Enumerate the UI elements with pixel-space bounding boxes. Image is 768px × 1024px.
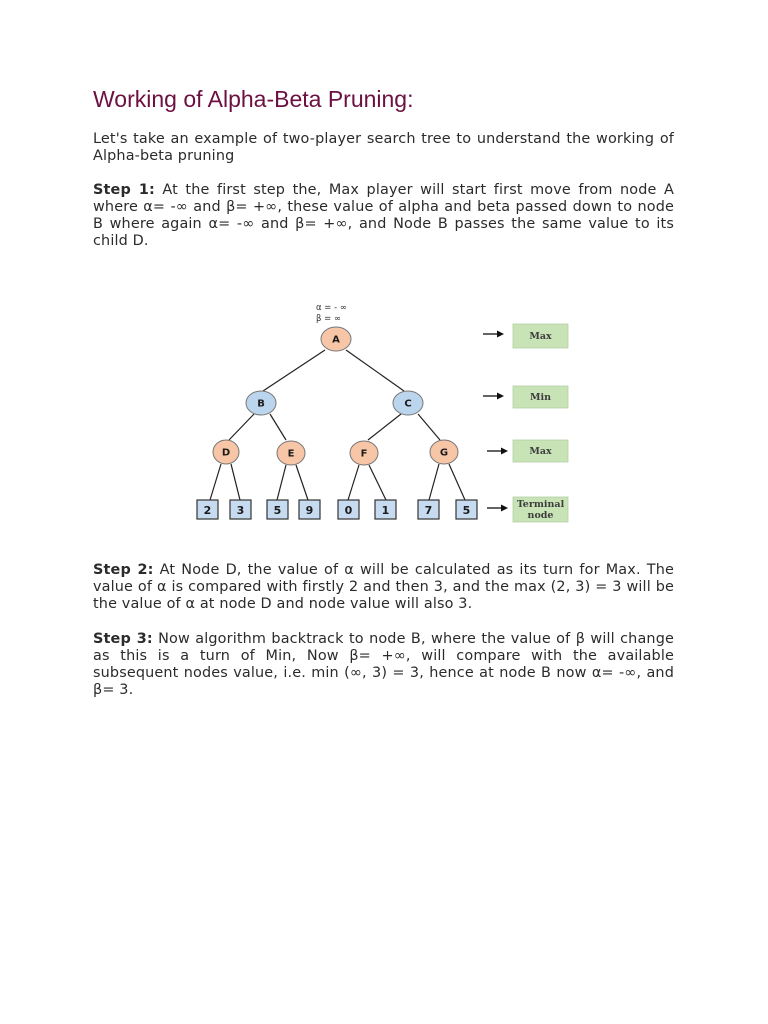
leaf-value: 5: [462, 504, 471, 517]
page-title: Working of Alpha-Beta Pruning:: [93, 86, 414, 112]
leaf-node: [299, 500, 320, 519]
step-2-text: At Node D, the value of α will be calculated as its turn for Max. The value of α is compared with firstly 2 and then 3, and the max (2, 3) = 3 will be the value of α at node D and node value will also 3.: [93, 562, 674, 612]
step-1-text: At the first step the, Max player will start first move from node A where α= -∞ and β= +∞, these value of alpha and beta passed down to node B where again α= -∞ and β= +∞, and Node B passes the same value to its child D.: [93, 182, 674, 249]
node-f: [350, 441, 378, 465]
step-3-label: Step 3:: [93, 631, 153, 647]
leaf-node: [375, 500, 396, 519]
node-d-label: D: [221, 447, 231, 459]
level-arrows: [483, 334, 502, 508]
node-g-label: G: [439, 447, 449, 459]
leaf-node: [267, 500, 288, 519]
leaf-value: 2: [203, 504, 212, 517]
leaf-node: [338, 500, 359, 519]
level-tag-min: [513, 386, 568, 408]
node-b: [246, 391, 276, 415]
intro-paragraph: Let's take an example of two-player search tree to understand the working of Alpha-beta pruning: [93, 131, 674, 164]
level-tag-max: [513, 324, 568, 348]
leaf-node: [230, 500, 251, 519]
tree-edges: [210, 350, 465, 500]
root-alpha-label: α = - ∞: [316, 303, 347, 313]
node-a-label: A: [332, 334, 340, 346]
level-tag-min-label: Min: [529, 392, 552, 403]
leaf-value: 7: [424, 504, 433, 517]
step-2-paragraph: [93, 562, 674, 613]
step-3-text: Now algorithm backtrack to node B, where the value of β will change as this is a turn of Min, Now β= +∞, will compare with the available subsequent nodes value, i.e. min (∞, 3) = 3, hence at node B now α= -∞, and β= 3.: [93, 631, 674, 698]
leaf-node: [197, 500, 218, 519]
leaf-value: 0: [344, 504, 353, 517]
node-f-label: F: [360, 448, 368, 460]
arrow-heads: [497, 331, 508, 512]
leaf-value: 3: [236, 504, 245, 517]
node-c-label: C: [404, 398, 412, 410]
level-tag-max: [513, 440, 568, 462]
level-tag-terminal-line1: Terminal: [516, 499, 565, 510]
level-tag-terminal: [513, 497, 568, 522]
root-beta-label: β = ∞: [316, 314, 342, 324]
leaf-value: 1: [381, 504, 390, 517]
level-tag-max-label: Max: [529, 446, 552, 457]
node-b-label: B: [257, 398, 265, 410]
alpha-beta-tree-diagram: [190, 298, 580, 530]
node-c: [393, 391, 423, 415]
level-tag-terminal-line2: node: [527, 510, 554, 521]
leaf-value: 5: [273, 504, 282, 517]
node-d: [213, 440, 239, 464]
leaf-node: [456, 500, 477, 519]
node-e: [277, 441, 305, 465]
leaf-value: 9: [305, 504, 314, 517]
step-2-label: Step 2:: [93, 562, 154, 578]
node-g: [430, 440, 458, 464]
node-e-label: E: [287, 448, 295, 460]
step-1-label: Step 1:: [93, 182, 155, 198]
step-1-paragraph: [93, 182, 674, 250]
step-3-paragraph: [93, 631, 674, 699]
level-tag-max-label: Max: [529, 331, 552, 342]
leaf-node: [418, 500, 439, 519]
node-a: [321, 327, 351, 351]
